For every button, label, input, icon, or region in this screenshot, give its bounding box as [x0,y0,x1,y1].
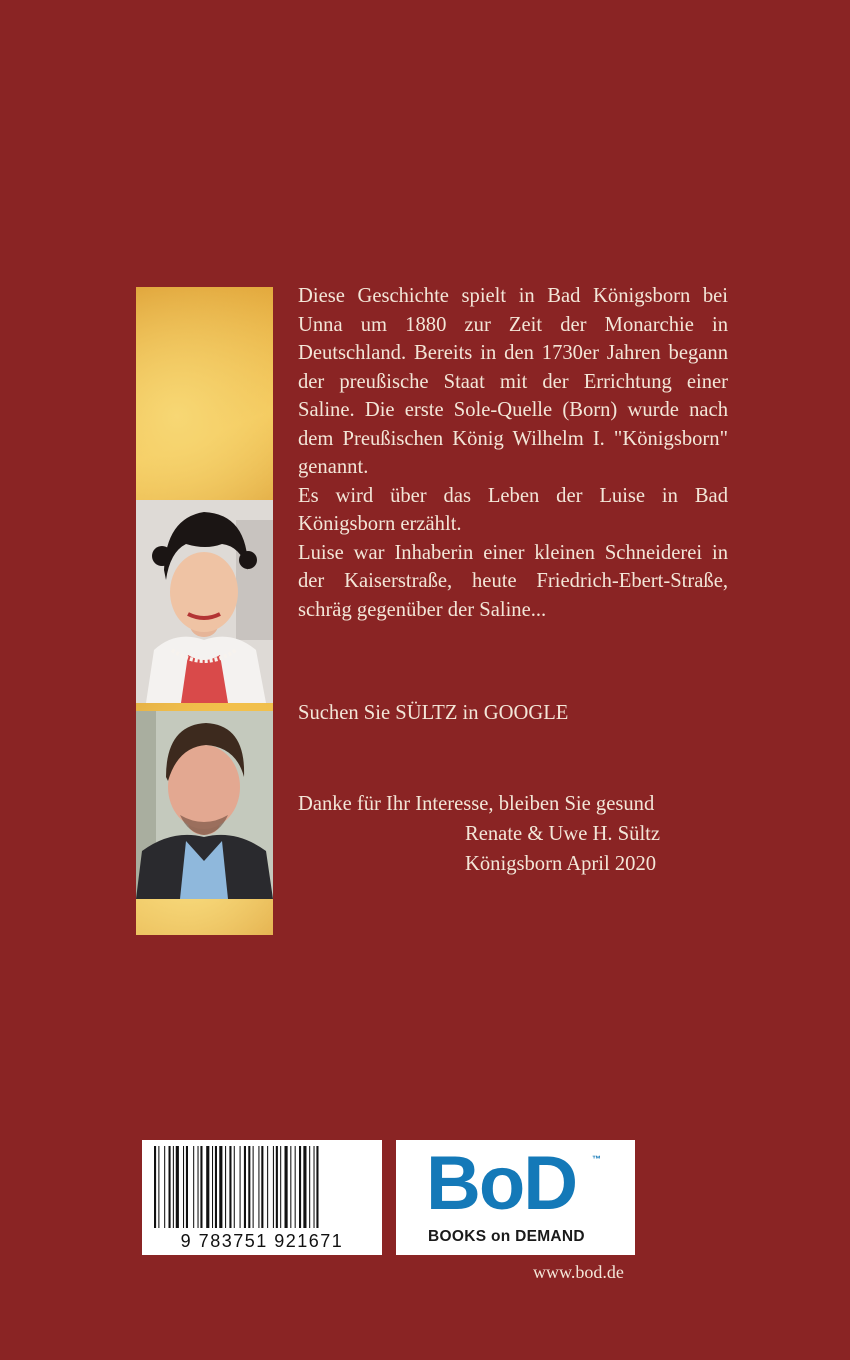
bod-subtitle: BOOKS on DEMAND [428,1228,585,1245]
barcode-bar [198,1146,199,1228]
barcode-bar [173,1146,174,1228]
barcode-bar [169,1146,171,1228]
barcode-bar [225,1146,226,1228]
closing-note [298,789,660,879]
barcode-bar [200,1146,202,1228]
barcode-bar [183,1146,184,1228]
bod-trademark: ™ [592,1154,601,1164]
barcode-bar [309,1146,310,1228]
barcode-bar [193,1146,194,1228]
barcode-bar [154,1146,156,1228]
barcode-bar [240,1146,241,1228]
barcode-bar [295,1146,296,1228]
barcode-bar [276,1146,278,1228]
barcode-bar [219,1146,222,1228]
barcode-bar [164,1146,165,1228]
description-paragraph-3: Luise war Inhaberin einer kleinen Schneiderei in der Kaiserstraße, heute Friedrich-Ebert-Straße, schräg gegenüber der Saline... [298,541,728,621]
barcode-bar [290,1146,291,1228]
author-photo-renate [136,500,273,703]
thanks-line: Danke für Ihr Interesse, bleiben Sie gesund [298,793,655,815]
barcode-bar [229,1146,231,1228]
author-photo-uwe [136,711,273,899]
publisher-logo [396,1140,635,1255]
place-date-line: Königsborn April 2020 [465,853,657,875]
barcode-bar [273,1146,274,1228]
barcode-bars [154,1146,370,1228]
barcode-bar [299,1146,301,1228]
description-paragraph-2: Es wird über das Leben der Luise in Bad Königsborn erzählt. [298,484,728,535]
authors-line: Renate & Uwe H. Sültz [465,823,661,845]
barcode-bar [244,1146,246,1228]
isbn-digits: 9 783751 921671 [180,1231,344,1251]
barcode-bar [253,1146,254,1228]
book-description [298,282,728,624]
publisher-url: www.bod.de [533,1262,624,1282]
barcode-bar [285,1146,288,1228]
barcode-bar [212,1146,213,1228]
barcode-bar [316,1146,318,1228]
barcode-bar [261,1146,263,1228]
bod-logo-text: BoD [426,1141,577,1226]
isbn-barcode [142,1140,382,1255]
barcode-bar [158,1146,159,1228]
barcode-bar [248,1146,250,1228]
barcode-bar [206,1146,209,1228]
barcode-bar [215,1146,217,1228]
search-hint: Suchen Sie SÜLTZ in GOOGLE [298,702,569,724]
barcode-bar [267,1146,268,1228]
barcode-bar [280,1146,281,1228]
barcode-bar [303,1146,306,1228]
barcode-bar [234,1146,235,1228]
barcode-bar [176,1146,179,1228]
barcode-bar [258,1146,259,1228]
barcode-bar [186,1146,188,1228]
description-paragraph-1: Diese Geschichte spielt in Bad Königsborn bei Unna um 1880 zur Zeit der Monarchie in Deutschland. Bereits in den 1730er Jahren begann der preußische Staat mit der Errichtung einer Saline. Die erste Sole-Quelle (Born) wurde nach dem Preußischen König Wilhelm I. "Königsborn" genannt. [298,285,728,478]
barcode-bar [314,1146,315,1228]
